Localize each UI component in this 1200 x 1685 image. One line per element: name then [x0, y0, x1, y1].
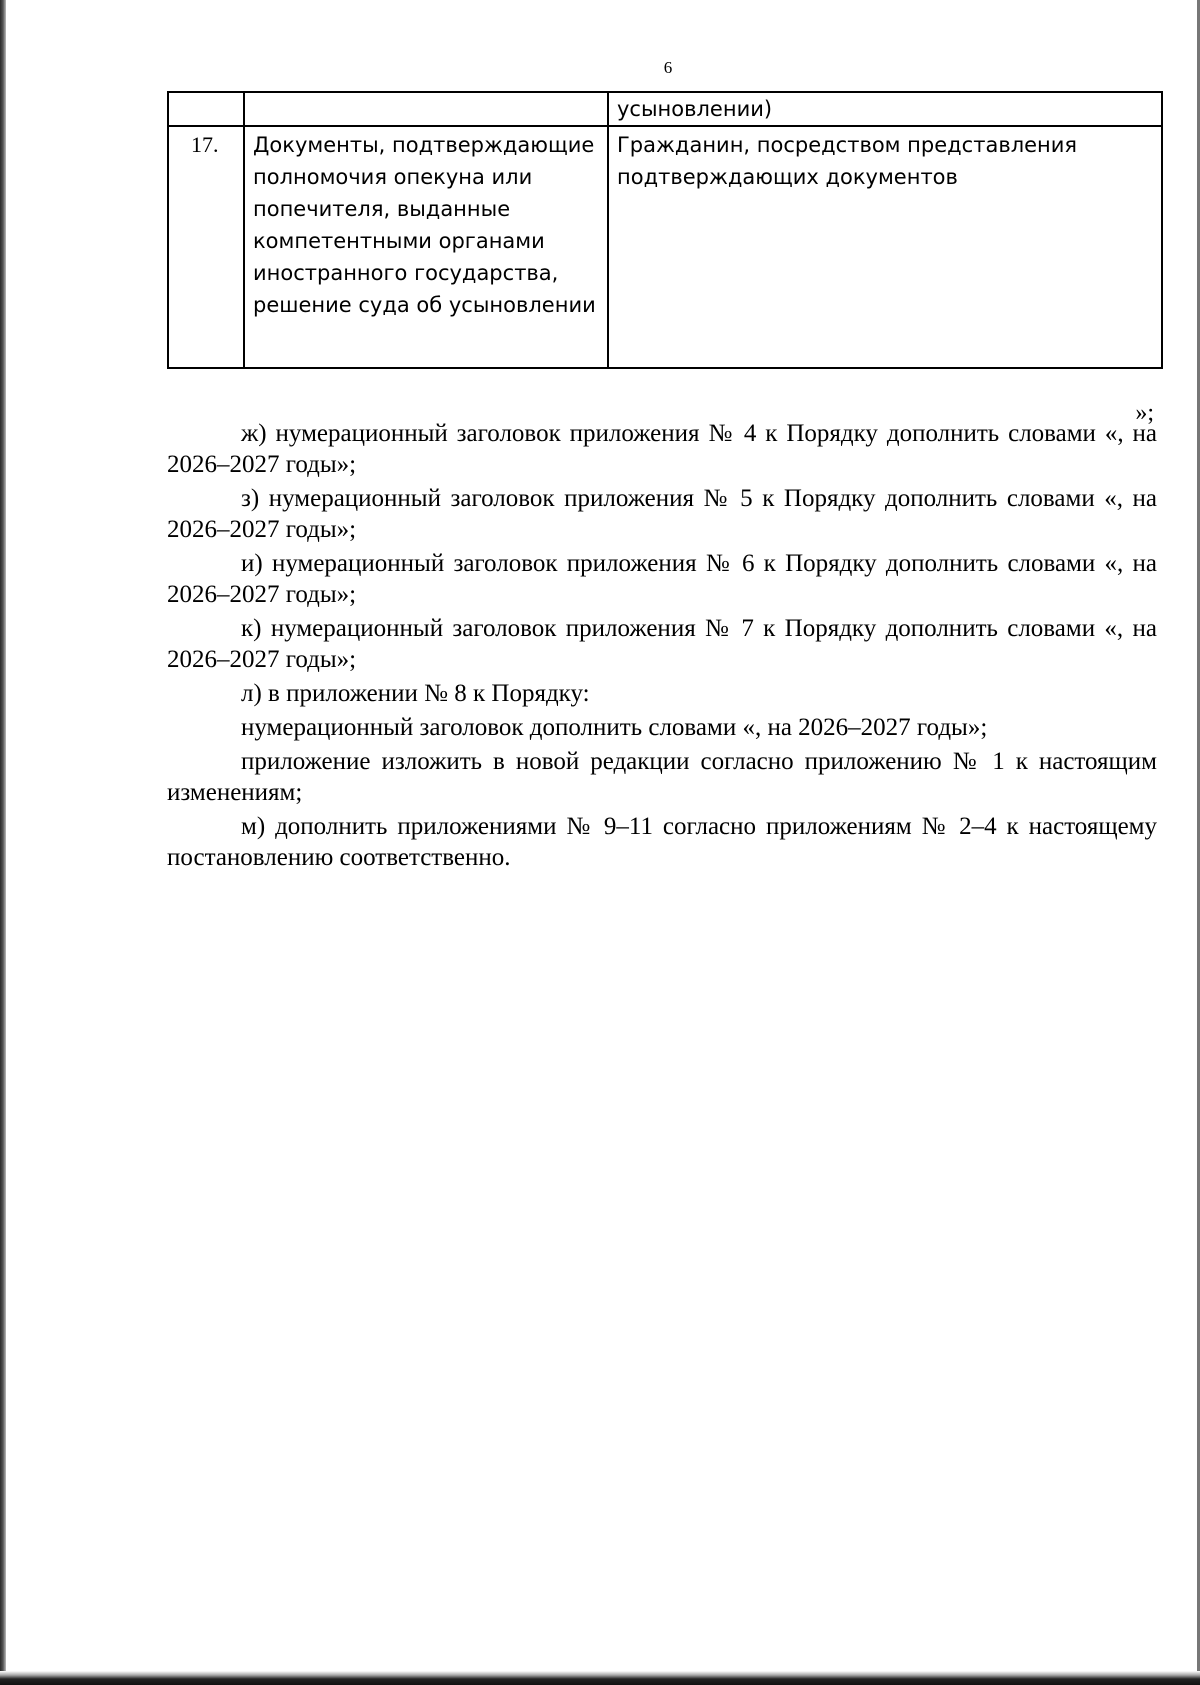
paragraph-k: к) нумерационный заголовок приложения № 7 к Порядку дополнить словами «, на 2026–2027 годы»; [167, 615, 1157, 673]
scan-edge-left [0, 0, 6, 1685]
paragraph-zh: ж) нумерационный заголовок приложения № 4 к Порядку дополнить словами «, на 2026–2027 годы»; [167, 420, 1157, 478]
paragraph-m: м) дополнить приложениями № 9–11 согласно приложениям № 2–4 к настоящему постановлению соответственно. [167, 813, 1157, 871]
table-row-continuation [168, 92, 1162, 126]
paragraph-l-heading: нумерационный заголовок дополнить словами «, на 2026–2027 годы»; [241, 714, 988, 741]
paragraph-l: л) в приложении № 8 к Порядку: [241, 680, 590, 707]
page-number: 6 [663, 58, 673, 77]
scan-edge-bottom [0, 1671, 1200, 1685]
table-cell-document [244, 92, 608, 126]
table-cell-source: Гражданин, посредством представления подтверждающих документов [608, 126, 1162, 368]
table-cell-num [168, 92, 244, 126]
table-row-17 [168, 126, 1162, 368]
paragraph-i: и) нумерационный заголовок приложения № 6 к Порядку дополнить словами «, на 2026–2027 годы»; [167, 550, 1157, 608]
table-cell-num [168, 126, 244, 368]
paragraph-l-appendix: приложение изложить в новой редакции согласно приложению № 1 к настоящим изменениям; [167, 748, 1157, 806]
paragraph-z: з) нумерационный заголовок приложения № 5 к Порядку дополнить словами «, на 2026–2027 годы»; [167, 485, 1157, 543]
closing-quote: »; [1135, 400, 1154, 426]
row-number: 17. [191, 132, 219, 157]
table-cell-document: Документы, подтверждающие полномочия опекуна или попечителя, выданные компетентными органами иностранного государства, решение суда об усыновлении [244, 126, 608, 368]
table-cell-source: усыновлении) [608, 92, 1162, 126]
amendments-text [167, 418, 1157, 876]
documents-table [167, 91, 1163, 369]
